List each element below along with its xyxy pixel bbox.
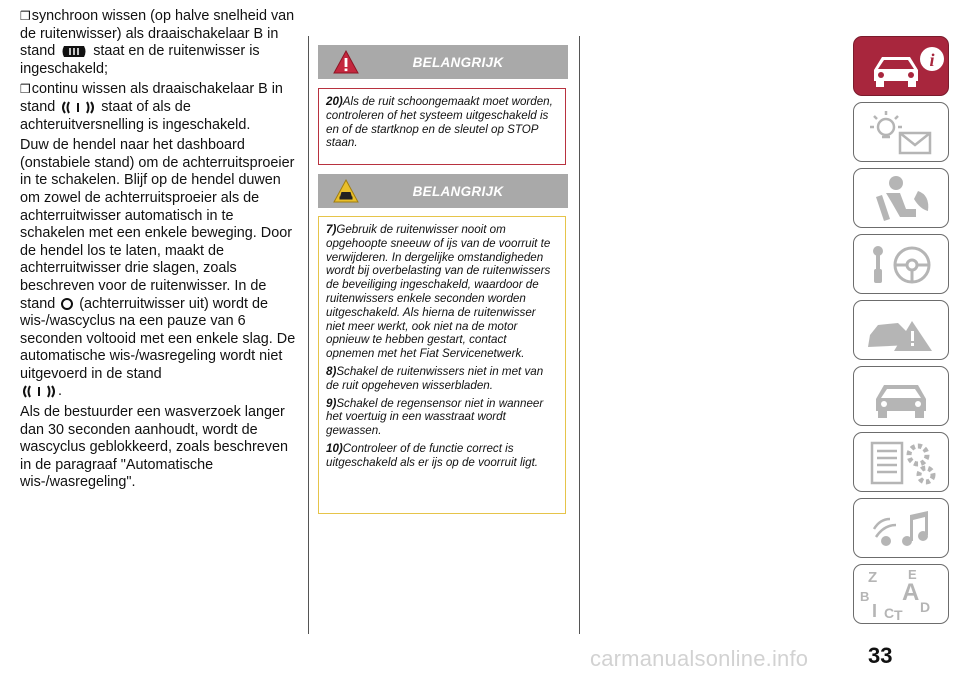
tab-index[interactable] [853,564,949,624]
tab-multimedia[interactable] [853,498,949,558]
rear-wiper-off-icon [61,297,73,311]
rear-wiper-continuous-icon [61,101,95,114]
tab-technical-data[interactable] [853,432,949,492]
car-info-icon [854,37,950,97]
warning-item: 20)Als de ruit schoongemaakt moet worden, controleren of het systeem uitgeschakeld is en of de startknop en de sleutel op STOP staan. [326,95,553,150]
dashboard-lights-icon [854,103,950,163]
warning-title: BELANGRIJK [412,184,504,199]
column-divider [308,36,309,634]
body-text-column [20,8,302,495]
index-letter: D [920,599,931,615]
paragraph-rear-washer: Duw de hendel naar het dashboard (onstabiele stand) om de achterruitsproeier in te schakelen. Blijf op de hendel duwen om zowel de achterruitsproeier als de achterruitwisser automatisch in te schakelen met een enkele beweging. Door de hendel los te laten, maakt de achterruitwisser drie slagen, zoals beschreven voor de ruitenwisser. In de stand (achterruitwisser uit) wordt de wis-/wascyclus na een pauze van 6 seconden voltooid met een enkele slag. De automatische wis-/wasregeling wordt niet uitgevoerd in de stand . [20,137,296,400]
multimedia-icon [854,499,950,559]
car-accident-icon [854,301,950,361]
warning-item: 7)Gebruik de ruitenwisser nooit om opgehoopte sneeuw of ijs van de voorruit te verwijderen. In dergelijke omstandigheden wordt bij overbelasting van de ruitenwissers de beveiliging ingeschakeld, waardoor de ruitenwissers enkele seconden worden uitgeschakeld. Als hierna de ruitenwisser niet meer werkt, ook niet na de motor opnieuw te hebben gestart, contact opnemen met het Fiat Servicenetwerk. [326,223,551,361]
tab-vehicle-info[interactable] [853,36,949,96]
key-steering-wheel-icon [854,235,950,295]
bullet-marker: ❒ [20,82,31,97]
index-letter: Z [868,569,878,586]
tab-starting-driving[interactable] [853,234,949,294]
tab-safety[interactable] [853,168,949,228]
page-number: 33 [868,643,893,668]
bullet-marker: ❒ [20,9,31,23]
warning-title: BELANGRIJK [412,55,504,70]
index-letter: E [908,567,917,582]
index-letter: I [872,601,878,621]
rear-wiper-intermittent-icon [61,45,87,58]
warning-body [318,88,566,165]
warning-header-important [318,45,568,79]
rear-wiper-continuous-icon [22,385,56,398]
bullet-continuous: ❒continu wissen als draaischakelaar B in stand staat of als de achteruitversnelling is ingeschakeld. [20,81,283,133]
warning-item: 9)Schakel de regensensor niet in wanneer het voertuig in een wasstraat wordt gewassen. [326,396,544,438]
index-letter: A [902,579,920,606]
tab-maintenance[interactable] [853,366,949,426]
paragraph-wash-blocked: Als de bestuurder een wasverzoek langer dan 30 seconden aanhoudt, wordt de wascyclus geblokkeerd, zoals beschreven in de paragraaf "Automatische wis-/wasregeling". [20,404,288,491]
warning-body [318,216,566,514]
svg-text:i: i [929,50,935,70]
index-letter: T [894,607,903,623]
index-letter: B [860,589,870,604]
seat-airbag-icon [854,169,950,229]
warning-header-important [318,174,568,208]
car-service-icon [854,367,950,427]
tab-dashboard[interactable] [853,102,949,162]
column-divider [579,36,580,634]
specs-gears-icon [854,433,950,493]
watermark: carmanualsonline.info [590,646,809,671]
bullet-synchronous: ❒synchroon wissen (op halve snelheid van de ruitenwisser) als draaischakelaar B in stand staat en de ruitenwisser is ingeschakeld; [20,8,295,77]
tab-emergency[interactable] [853,300,949,360]
warning-item: 10)Controleer of de functie correct is uitgeschakeld als er ijs op de voorruit ligt. [326,441,539,469]
index-letter: C [884,605,895,621]
warning-item: 8)Schakel de ruitenwissers niet in met van de ruit opgeheven wisserbladen. [326,364,544,392]
